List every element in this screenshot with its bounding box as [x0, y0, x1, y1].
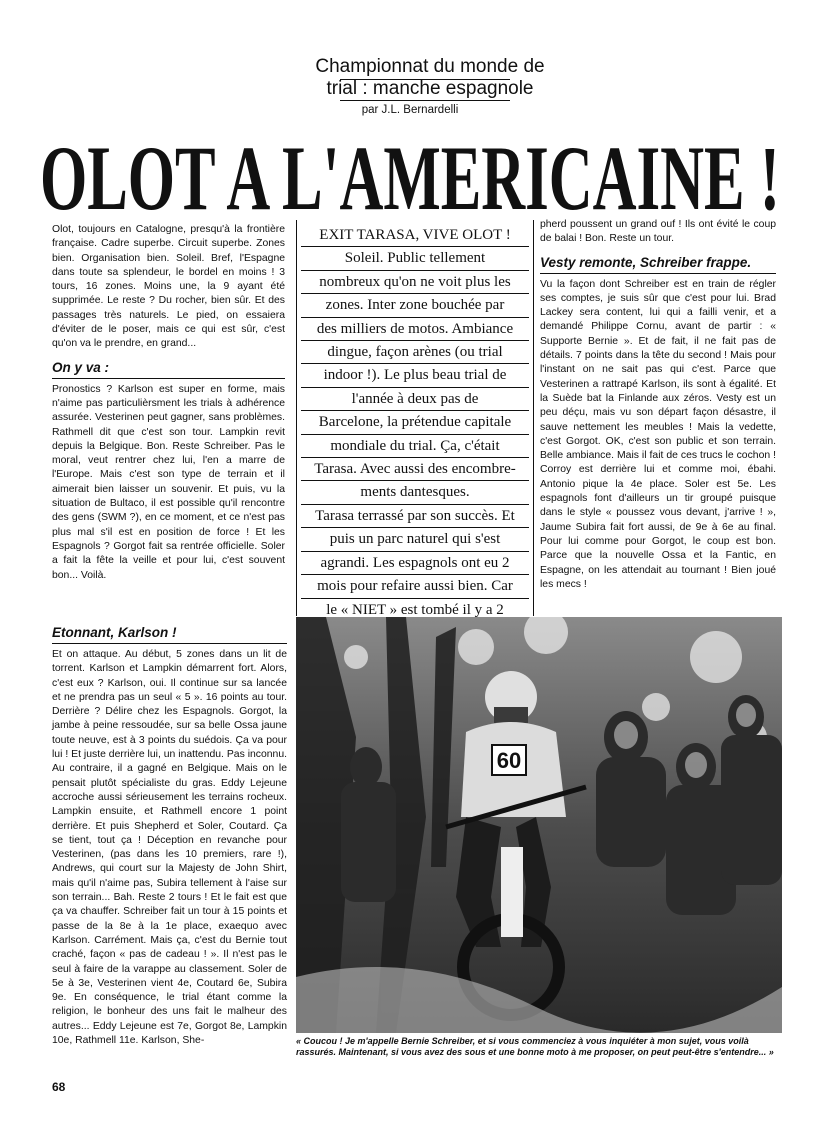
- sidebar-box-line: agrandi. Les espagnols ont eu 2: [301, 552, 529, 575]
- number-plate-text: 60: [496, 748, 522, 773]
- kicker-line-1: Championnat du monde de: [315, 56, 545, 77]
- paragraph-pronostics: Pronostics ? Karlson est super en forme, mais n'aime pas particulièrsment les trials à adhérence assurée. Vesterinen peut gagner, sans problèmes. Rathmell dit que c'est son tour. Lampkin revit depuis la Belgique. Bon. Reste Schreiber. Pas le moral, veut rentrer chez lui, l'en a marre de l'Europe. Mais c'est son type de terrain et il aimerait bien laisser un souvenir. Et puis, vu la situation de Bultaco, il est possible qu'il rencontre des gens (SWM ?), en ce moment, et ce n'est pas plus mal s'il est en position de force ! Et les Espagnols ? Gorgot fait sa rentrée officielle. Soler a fait la fête la veille et pour lui, c'est souvent bon... Voilà.: [52, 383, 285, 581]
- sidebar-box: [296, 220, 534, 616]
- paragraph-vesty: Vu la façon dont Schreiber est en train de régler ses comptes, je suis sûr que c'est pour lui. Brad Lackey sera content, lui qui a failli venir, et a demandé Philippe Cornu, avant de partir : « Supporte Bernie ». Et de fait, il ne fait pas de détails. 7 points dans la tête du second ! Mais pour l'instant on ne sait pas qui c'est. Parce que Vesterinen a rattrapé Karlson, ils sont à égalité. Et la Suède bat la Finlande aux zéros. Vesty est un peu déçu, mais vu son départ façon désastre, il sauve nettement les meubles ! Mais la vedette, c'est Gorgot. OK, c'est son public et son terrain. Belle ambiance. Mais il fait de ces trucs le cochon ! Corroy est derrière lui et comme moi, ébahi. Antonio pique la 4e place. Soler est 5e. Les espagnols font d'ailleurs un tir groupé puisque dans le style « poussez vous devant, j'arrive ! », Jaume Subira fait fort aussi, de 9e à 6e au final. Pour lui comme pour Gorgot, le coup est bon. Parce que la nouvelle Ossa et la Fantic, en Espagne, on les attendait au tournant ! Bien joué les mecs !: [540, 278, 776, 590]
- page-number: 68: [52, 1080, 66, 1094]
- sidebar-box-line: puis un parc naturel qui s'est: [301, 528, 529, 551]
- sidebar-box-line: indoor !). Le plus beau trial de: [301, 364, 529, 387]
- sidebar-box-line: Soleil. Public tellement: [301, 247, 529, 270]
- sidebar-box-line: mois pour refaire aussi bien. Car: [301, 575, 529, 598]
- paragraph-etonnant: Et on attaque. Au début, 5 zones dans un lit de torrent. Karlson et Lampkin démarrent fort. Alors, c'est eux ? Karlson, oui. Il continue sur sa lancée et ne prendra pas un seul « 5 ». 16 points au tour. Derrière ? Délire chez les Espagnols. Gorgot, la jambe à peine ressoudée, sur sa belle Ossa jaune toute neuve, est à 3 points du suédois. Ça va pour lui ! Et juste derrière lui, un inattendu. Pas inconnu. Au contraire, il a gagné en Belgique. Mais on le pensait plutôt spécialiste du gras. Eddy Lejeune accroche aussi sérieusement les terrains rocheux. Lampkin ensuite, et Rathmell encore 1 point derrière. Et puis Shepherd et Soler, Coutard. Ça se tient, tout ça ! Déception en revanche pour Vesterinen, (pas dans les 10 premiers, rare !), Andrews, qui court sur la Majesty de John Shirt, mais qu'il n'aime pas, Subira tellement à l'aise sur son terrain... Bah. Reste 2 tours ! Et le fait est que ça va chauffer. Schreiber fait un tour à 15 points et passe de la 8e à la 1e place, exaequo avec Karlson. Carrément. Mais ça, c'est du Bernie tout craché, façon « pas de cadeau ! ». Il n'est pas le seul à faire de la varappe au classement. Soler de 5e à 3e, Vesterinen vient 4e, Coutard 6e, Subira 9e. En conséquence, le trial étant comme la religion, le bonheur des uns fait le malheur des autres... Eddy Lejeune est 7e, Gorgot 8e, Lampkin 10e, Rathmell 11e. Karlson, She-: [52, 649, 287, 1047]
- headline-text: OLOT A L'AMERICAINE !: [40, 136, 780, 218]
- headline: [38, 136, 783, 218]
- rider-photo-illustration: [296, 617, 782, 1033]
- kicker: [280, 56, 580, 100]
- sidebar-box-line: des milliers de motos. Ambiance: [301, 318, 529, 341]
- column-1: [52, 223, 285, 583]
- sidebar-box-line: ments dantesques.: [301, 481, 529, 504]
- sidebar-box-line: EXIT TARASA, VIVE OLOT !: [301, 224, 529, 247]
- kicker-line-2: trial : manche espagnole: [326, 78, 534, 99]
- intro-paragraph: Olot, toujours en Catalogne, presqu'à la frontière française. Cadre superbe. Circuit superbe. Zones bien. Organisation bien. Soleil. Bref, l'Espagne dans toute sa splendeur, le bordel en moins ! 3 tours, 16 zones. Moins une, la 9 ayant été supprimée. Le reste ? Du rocher, bien sûr. Et des passages très naturels. Le pied, on essaiera d'éviter de le poser, mais ce qui est sûr, c'est qu'on va le prendre, en grand...: [52, 224, 285, 350]
- column-3-intro: pherd poussent un grand ouf ! Ils ont évité le coup de balai ! Bon. Reste un tour.: [540, 219, 776, 245]
- column-1-lower: [52, 625, 287, 1048]
- kicker-rule-2: [340, 100, 510, 101]
- sidebar-box-line: nombreux qu'on ne voit plus les: [301, 271, 529, 294]
- sidebar-box-line: l'année à deux pas de: [301, 388, 529, 411]
- rider-photo: [296, 617, 782, 1033]
- sidebar-box-line: mondiale du trial. Ça, c'était: [301, 435, 529, 458]
- sidebar-box-line: Tarasa terrassé par son succès. Et: [301, 505, 529, 528]
- kicker-rule-1: [340, 79, 510, 80]
- subhead-on-y-va: On y va :: [52, 360, 285, 379]
- sidebar-box-line: le « NIET » est tombé il y a 2: [301, 599, 529, 622]
- sidebar-box-line: Tarasa. Avec aussi des encombre-: [301, 458, 529, 481]
- sidebar-box-line: Barcelone, la prétendue capitale: [301, 411, 529, 434]
- sidebar-box-line: dingue, façon arènes (ou trial: [301, 341, 529, 364]
- column-3: [540, 218, 776, 592]
- sidebar-box-text: [297, 220, 533, 668]
- subhead-vesty-remonte: Vesty remonte, Schreiber frappe.: [540, 255, 776, 274]
- byline: par J.L. Bernardelli: [361, 104, 459, 116]
- subhead-etonnant-karlson: Etonnant, Karlson !: [52, 625, 287, 644]
- photo-caption: « Coucou ! Je m'appelle Bernie Schreiber, et si vous commenciez à vous inquiéter à mon sujet, vous voilà rassurés. Maintenant, si vous avez des sous et une bonne moto à me proposer, on peut peut-être s'entendre... »: [296, 1036, 774, 1057]
- sidebar-box-line: zones. Inter zone bouchée par: [301, 294, 529, 317]
